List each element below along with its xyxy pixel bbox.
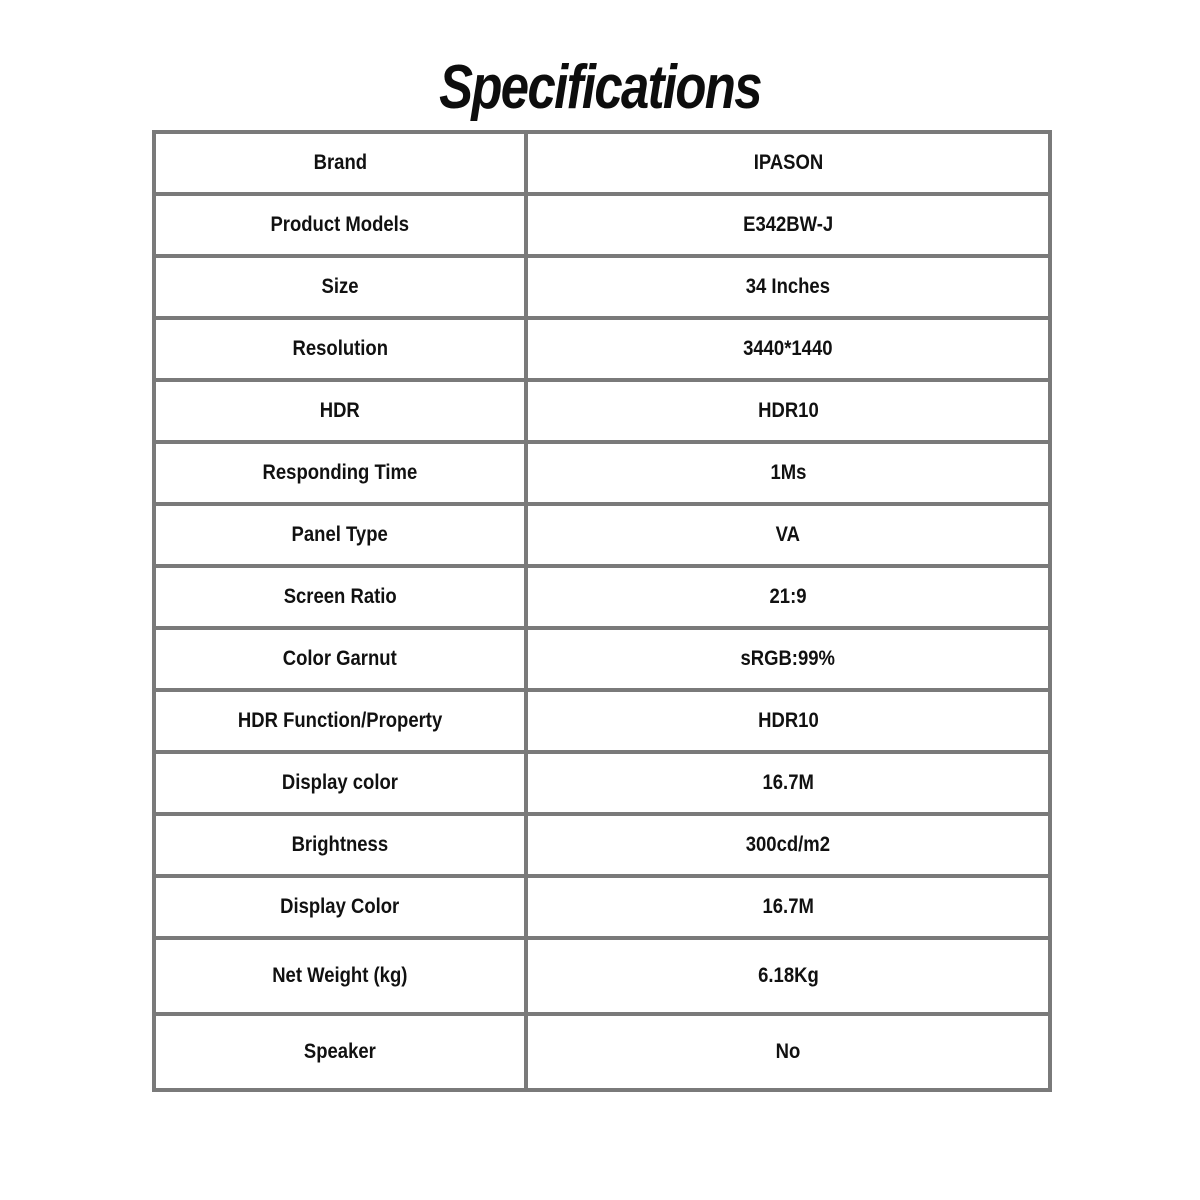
spec-label: Product Models [154, 194, 526, 256]
spec-value: HDR10 [526, 380, 1050, 442]
spec-value: E342BW-J [526, 194, 1050, 256]
spec-value: sRGB:99% [526, 628, 1050, 690]
table-row-color-gamut [154, 628, 1050, 690]
spec-label: Resolution [154, 318, 526, 380]
spec-value: 300cd/m2 [526, 814, 1050, 876]
table-row-resolution [154, 318, 1050, 380]
spec-label: Size [154, 256, 526, 318]
table-row-screen-ratio [154, 566, 1050, 628]
spec-label: Speaker [154, 1014, 526, 1090]
spec-label: HDR Function/Property [154, 690, 526, 752]
table-row-hdr [154, 380, 1050, 442]
table-row-responding-time [154, 442, 1050, 504]
spec-label: Display Color [154, 876, 526, 938]
table-row-brand [154, 132, 1050, 194]
table-row-brightness [154, 814, 1050, 876]
table-row-speaker [154, 1014, 1050, 1090]
spec-label: Color Garnut [154, 628, 526, 690]
spec-value: IPASON [526, 132, 1050, 194]
spec-value: 21:9 [526, 566, 1050, 628]
spec-value: 34 Inches [526, 256, 1050, 318]
spec-value: HDR10 [526, 690, 1050, 752]
table-row-hdr-function [154, 690, 1050, 752]
table-row-panel-type [154, 504, 1050, 566]
spec-value: 6.18Kg [526, 938, 1050, 1014]
table-row-product-models [154, 194, 1050, 256]
spec-value: No [526, 1014, 1050, 1090]
spec-label: Screen Ratio [154, 566, 526, 628]
spec-value: VA [526, 504, 1050, 566]
spec-label: HDR [154, 380, 526, 442]
table-row-display-color-2 [154, 876, 1050, 938]
page-title: Specifications [439, 53, 761, 122]
table-row-display-color [154, 752, 1050, 814]
spec-label: Brand [154, 132, 526, 194]
spec-label: Responding Time [154, 442, 526, 504]
spec-label: Brightness [154, 814, 526, 876]
spec-value: 16.7M [526, 876, 1050, 938]
specifications-table [152, 130, 1052, 1092]
spec-value: 3440*1440 [526, 318, 1050, 380]
spec-label: Display color [154, 752, 526, 814]
spec-label: Panel Type [154, 504, 526, 566]
table-row-net-weight [154, 938, 1050, 1014]
spec-value: 16.7M [526, 752, 1050, 814]
table-row-size [154, 256, 1050, 318]
spec-label: Net Weight (kg) [154, 938, 526, 1014]
spec-value: 1Ms [526, 442, 1050, 504]
